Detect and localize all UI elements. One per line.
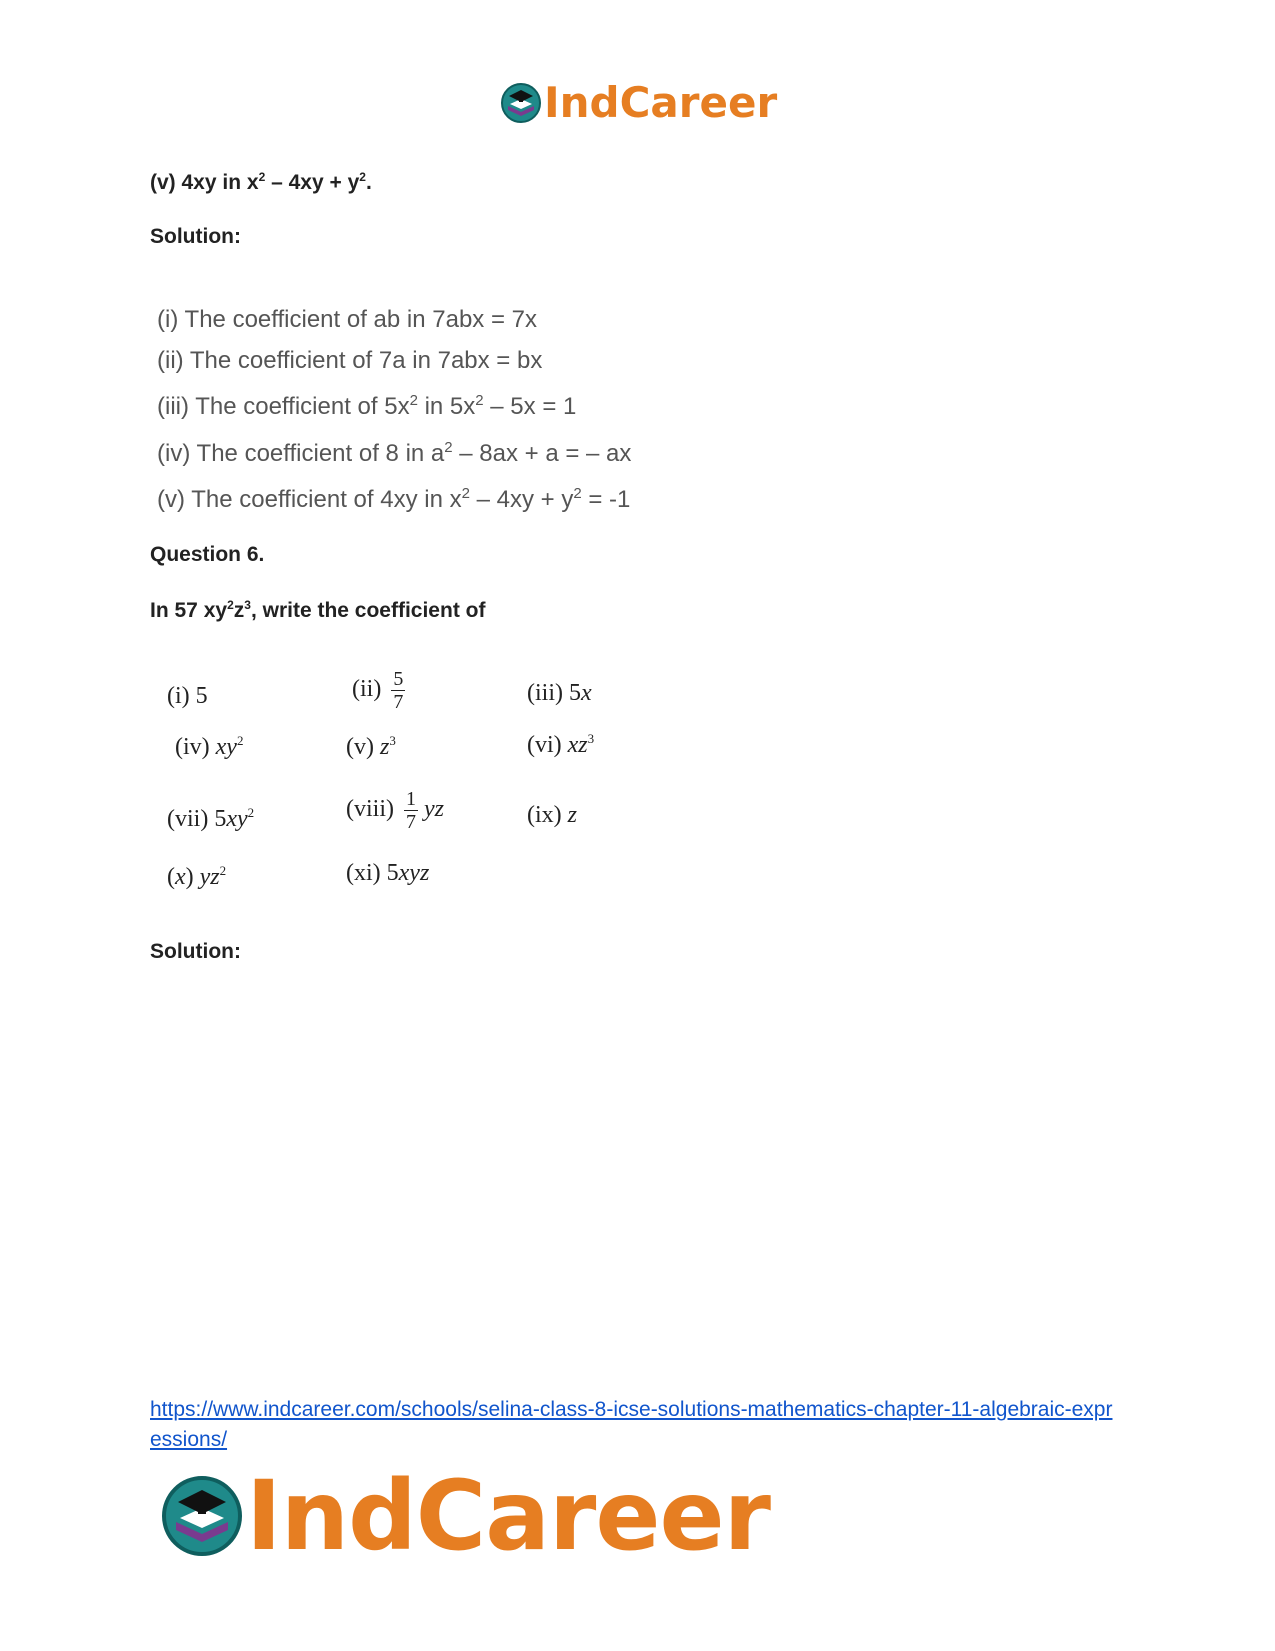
option-label: (ii) bbox=[352, 676, 382, 703]
option-label: (vi) bbox=[527, 732, 568, 758]
numerator: 1 bbox=[406, 788, 416, 810]
source-link[interactable]: https://www.indcareer.com/schools/selina-class-8-icse-solutions-mathematics-chapter-11-algebraic-expressions/ bbox=[150, 1398, 1113, 1451]
variable: z bbox=[567, 802, 577, 828]
solution-label: Solution: bbox=[150, 225, 241, 248]
superscript: 2 bbox=[227, 598, 234, 612]
option-ix bbox=[527, 802, 577, 829]
superscript: 2 bbox=[258, 170, 266, 184]
option-x bbox=[167, 863, 226, 891]
variable: xy bbox=[215, 734, 237, 760]
solution-list bbox=[157, 300, 631, 521]
superscript: 2 bbox=[409, 392, 418, 409]
superscript: 2 bbox=[444, 438, 453, 456]
question-text: z bbox=[233, 599, 245, 622]
variable: xz bbox=[567, 732, 588, 758]
option-label: (xi) 5 bbox=[346, 860, 399, 886]
question-v-text: – 4xy + y bbox=[265, 171, 360, 194]
solution-label: Solution: bbox=[150, 940, 241, 963]
superscript: 2 bbox=[359, 170, 366, 184]
option-i: (i) 5 bbox=[167, 683, 208, 709]
logo-wordmark: IndCareer bbox=[544, 78, 778, 127]
list-item bbox=[157, 474, 631, 521]
option-label: (v) bbox=[346, 734, 380, 760]
superscript: 2 bbox=[475, 392, 484, 409]
header-logo bbox=[500, 78, 777, 127]
line-text: (iv) The coefficient of 8 in a bbox=[157, 439, 445, 467]
question-text: In 57 xy bbox=[150, 599, 228, 622]
line-text: – 5x = 1 bbox=[483, 393, 577, 420]
line-text: = -1 bbox=[581, 486, 631, 513]
variable: x bbox=[581, 680, 592, 706]
line-text: (iii) The coefficient of 5x bbox=[157, 393, 410, 420]
option-label: (viii) bbox=[346, 796, 394, 823]
superscript: 3 bbox=[587, 731, 595, 746]
variable: xyz bbox=[398, 860, 430, 886]
superscript: 2 bbox=[461, 485, 470, 502]
option-v bbox=[346, 733, 396, 761]
question-6-label: Question 6. bbox=[150, 543, 265, 566]
list-item: (i) The coefficient of ab in 7abx = 7x bbox=[157, 306, 538, 333]
option-viii bbox=[346, 788, 444, 833]
superscript: 3 bbox=[244, 598, 251, 612]
line-text: – 8ax + a = – ax bbox=[452, 439, 632, 467]
question-text: , write the coefficient of bbox=[250, 599, 486, 622]
list-item bbox=[157, 381, 631, 428]
logo-wordmark: IndCareer bbox=[246, 1460, 770, 1572]
option-iii bbox=[527, 680, 592, 707]
option-vii bbox=[167, 805, 254, 833]
variable: yz bbox=[424, 796, 444, 823]
option-iv bbox=[175, 733, 243, 761]
line-text: – 4xy + y bbox=[469, 486, 574, 513]
fraction bbox=[391, 668, 405, 713]
graduation-globe-icon bbox=[160, 1474, 244, 1558]
footer-logo bbox=[160, 1460, 770, 1572]
question-6-text bbox=[150, 598, 485, 623]
option-label: (iii) 5 bbox=[527, 680, 581, 706]
option-label: (vii) 5 bbox=[167, 806, 227, 832]
graduation-globe-icon bbox=[500, 82, 542, 124]
option-label: (iv) bbox=[175, 734, 216, 760]
denominator: 7 bbox=[406, 811, 416, 833]
variable: yz bbox=[199, 864, 220, 890]
option-ii bbox=[352, 668, 405, 713]
question-v-text: (v) 4xy in x bbox=[150, 171, 259, 194]
line-text: (v) The coefficient of 4xy in x bbox=[157, 486, 462, 513]
variable: xy bbox=[226, 806, 248, 832]
superscript: 2 bbox=[573, 485, 582, 502]
option-vi bbox=[527, 731, 594, 759]
line-text: in 5x bbox=[417, 393, 476, 420]
variable: x bbox=[175, 864, 186, 890]
option-xi bbox=[346, 860, 429, 887]
option-label: (ix) bbox=[527, 802, 568, 828]
variable: z bbox=[379, 734, 390, 760]
numerator: 5 bbox=[393, 668, 404, 690]
question-v-text: . bbox=[365, 171, 372, 194]
superscript: 3 bbox=[389, 733, 396, 748]
fraction bbox=[404, 788, 418, 833]
list-item bbox=[157, 428, 631, 475]
superscript: 2 bbox=[236, 733, 244, 748]
superscript: 2 bbox=[219, 863, 227, 878]
list-item: (ii) The coefficient of 7a in 7abx = bx bbox=[157, 346, 543, 374]
denominator: 7 bbox=[393, 691, 404, 713]
question-v bbox=[150, 170, 372, 195]
superscript: 2 bbox=[247, 805, 255, 820]
option-label: ) bbox=[185, 864, 200, 890]
option-label: ( bbox=[167, 864, 175, 890]
